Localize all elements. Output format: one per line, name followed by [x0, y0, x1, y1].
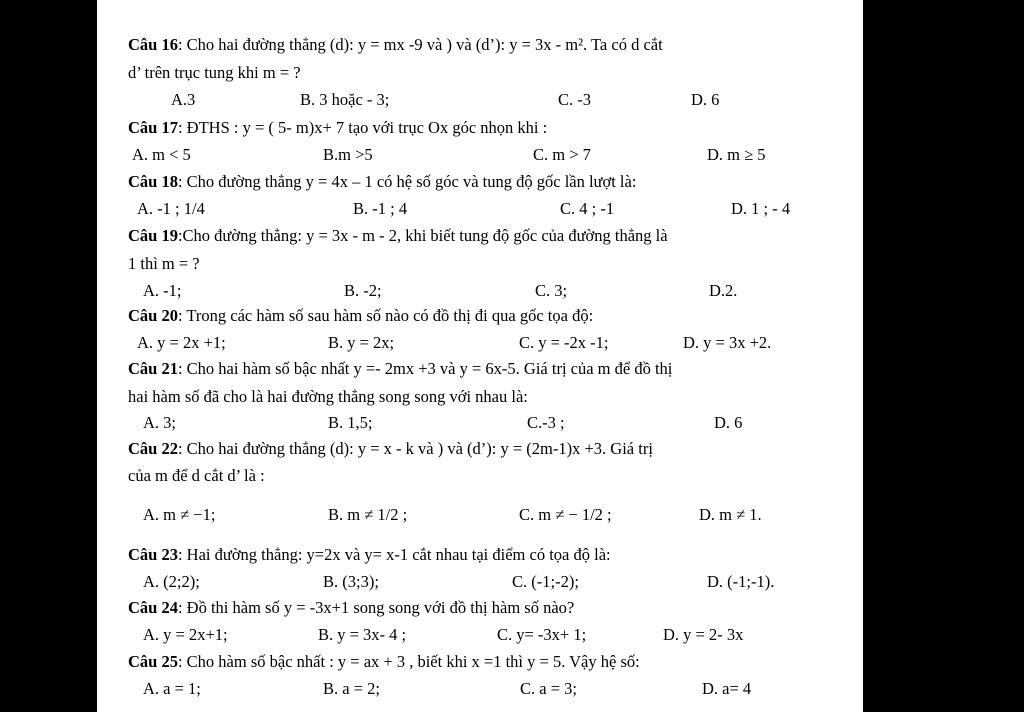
option-c: C. m > 7 — [533, 145, 591, 164]
option-a: A. a = 1; — [143, 679, 201, 698]
question-20-line-1: Câu 20: Trong các hàm số sau hàm số nào có đồ thị đi qua gốc tọa độ: — [128, 306, 594, 325]
option-b: B. y = 2x; — [328, 333, 395, 352]
question-19-line-2: 1 thì m = ? — [128, 254, 200, 273]
question-23-line-1: Câu 23: Hai đường thẳng: y=2x và y= x-1 cắt nhau tại điểm có tọa độ là: — [128, 545, 611, 564]
option-d: D. 1 ; - 4 — [731, 199, 791, 218]
option-b: B. y = 3x- 4 ; — [318, 625, 407, 644]
question-25-line-1: Câu 25: Cho hàm số bậc nhất : y = ax + 3 , biết khi x =1 thì y = 5. Vậy hệ số: — [128, 652, 640, 671]
option-b: B.m >5 — [323, 145, 373, 164]
option-d: D. 6 — [714, 413, 743, 432]
option-c: C. y = -2x -1; — [519, 333, 609, 352]
question-16-line-2: d’ trên trục tung khi m = ? — [128, 63, 301, 82]
option-c: C. y= -3x+ 1; — [497, 625, 587, 644]
question-16-line-1: Câu 16: Cho hai đường thẳng (d): y = mx -9 và ) và (d’): y = 3x - m². Ta có d cắt — [128, 35, 663, 54]
option-c: C. -3 — [558, 90, 591, 109]
question-21-line-1: Câu 21: Cho hai hàm số bậc nhất y =- 2mx +3 và y = 6x-5. Giá trị của m để đồ thị — [128, 359, 673, 378]
question-22-line-1: Câu 22: Cho hai đường thẳng (d): y = x - k và ) và (d’): y = (2m-1)x +3. Giá trị — [128, 439, 653, 458]
option-b: B. 1,5; — [328, 413, 373, 432]
option-d: D. a= 4 — [702, 679, 752, 698]
option-c: C. 4 ; -1 — [560, 199, 615, 218]
question-24-line-1: Câu 24: Đồ thi hàm số y = -3x+1 song song với đồ thị hàm số nào? — [128, 598, 575, 617]
option-c: C. m ≠ − 1/2 ; — [519, 505, 612, 524]
option-c: C. (-1;-2); — [512, 572, 579, 591]
option-d: D. 6 — [691, 90, 720, 109]
question-19-line-1: Câu 19:Cho đường thẳng: y = 3x - m - 2, khi biết tung độ gốc của đường thẳng là — [128, 226, 668, 245]
option-b: B. -1 ; 4 — [353, 199, 408, 218]
option-a: A. y = 2x +1; — [137, 333, 226, 352]
question-21-line-2: hai hàm số đã cho là hai đường thẳng song song với nhau là: — [128, 387, 528, 406]
document-page — [97, 0, 863, 712]
option-b: B. (3;3); — [323, 572, 379, 591]
option-b: B. -2; — [344, 281, 382, 300]
option-b: B. a = 2; — [323, 679, 380, 698]
option-a: A. m ≠ −1; — [143, 505, 216, 524]
option-a: A. (2;2); — [143, 572, 200, 591]
option-d: D.2. — [709, 281, 738, 300]
option-a: A. 3; — [143, 413, 176, 432]
option-d: D. m ≠ 1. — [699, 505, 762, 524]
question-22-line-2: của m để d cắt d’ là : — [128, 466, 265, 485]
option-c: C. 3; — [535, 281, 568, 300]
option-a: A.3 — [171, 90, 196, 109]
option-b: B. 3 hoặc - 3; — [300, 90, 390, 109]
option-a: A. -1; — [143, 281, 182, 300]
option-d: D. y = 2- 3x — [663, 625, 744, 644]
question-17-line-1: Câu 17: ĐTHS : y = ( 5- m)x+ 7 tạo với trục Ox góc nhọn khi : — [128, 118, 548, 137]
option-d: D. y = 3x +2. — [683, 333, 772, 352]
option-d: D. (-1;-1). — [707, 572, 775, 591]
option-a: A. y = 2x+1; — [143, 625, 228, 644]
option-a: A. -1 ; 1/4 — [137, 199, 205, 218]
question-18-line-1: Câu 18: Cho đường thẳng y = 4x – 1 có hệ số góc và tung độ gốc lần lượt là: — [128, 172, 637, 191]
option-b: B. m ≠ 1/2 ; — [328, 505, 408, 524]
option-a: A. m < 5 — [132, 145, 191, 164]
option-c: C. a = 3; — [520, 679, 577, 698]
option-d: D. m ≥ 5 — [707, 145, 766, 164]
option-c: C.-3 ; — [527, 413, 565, 432]
